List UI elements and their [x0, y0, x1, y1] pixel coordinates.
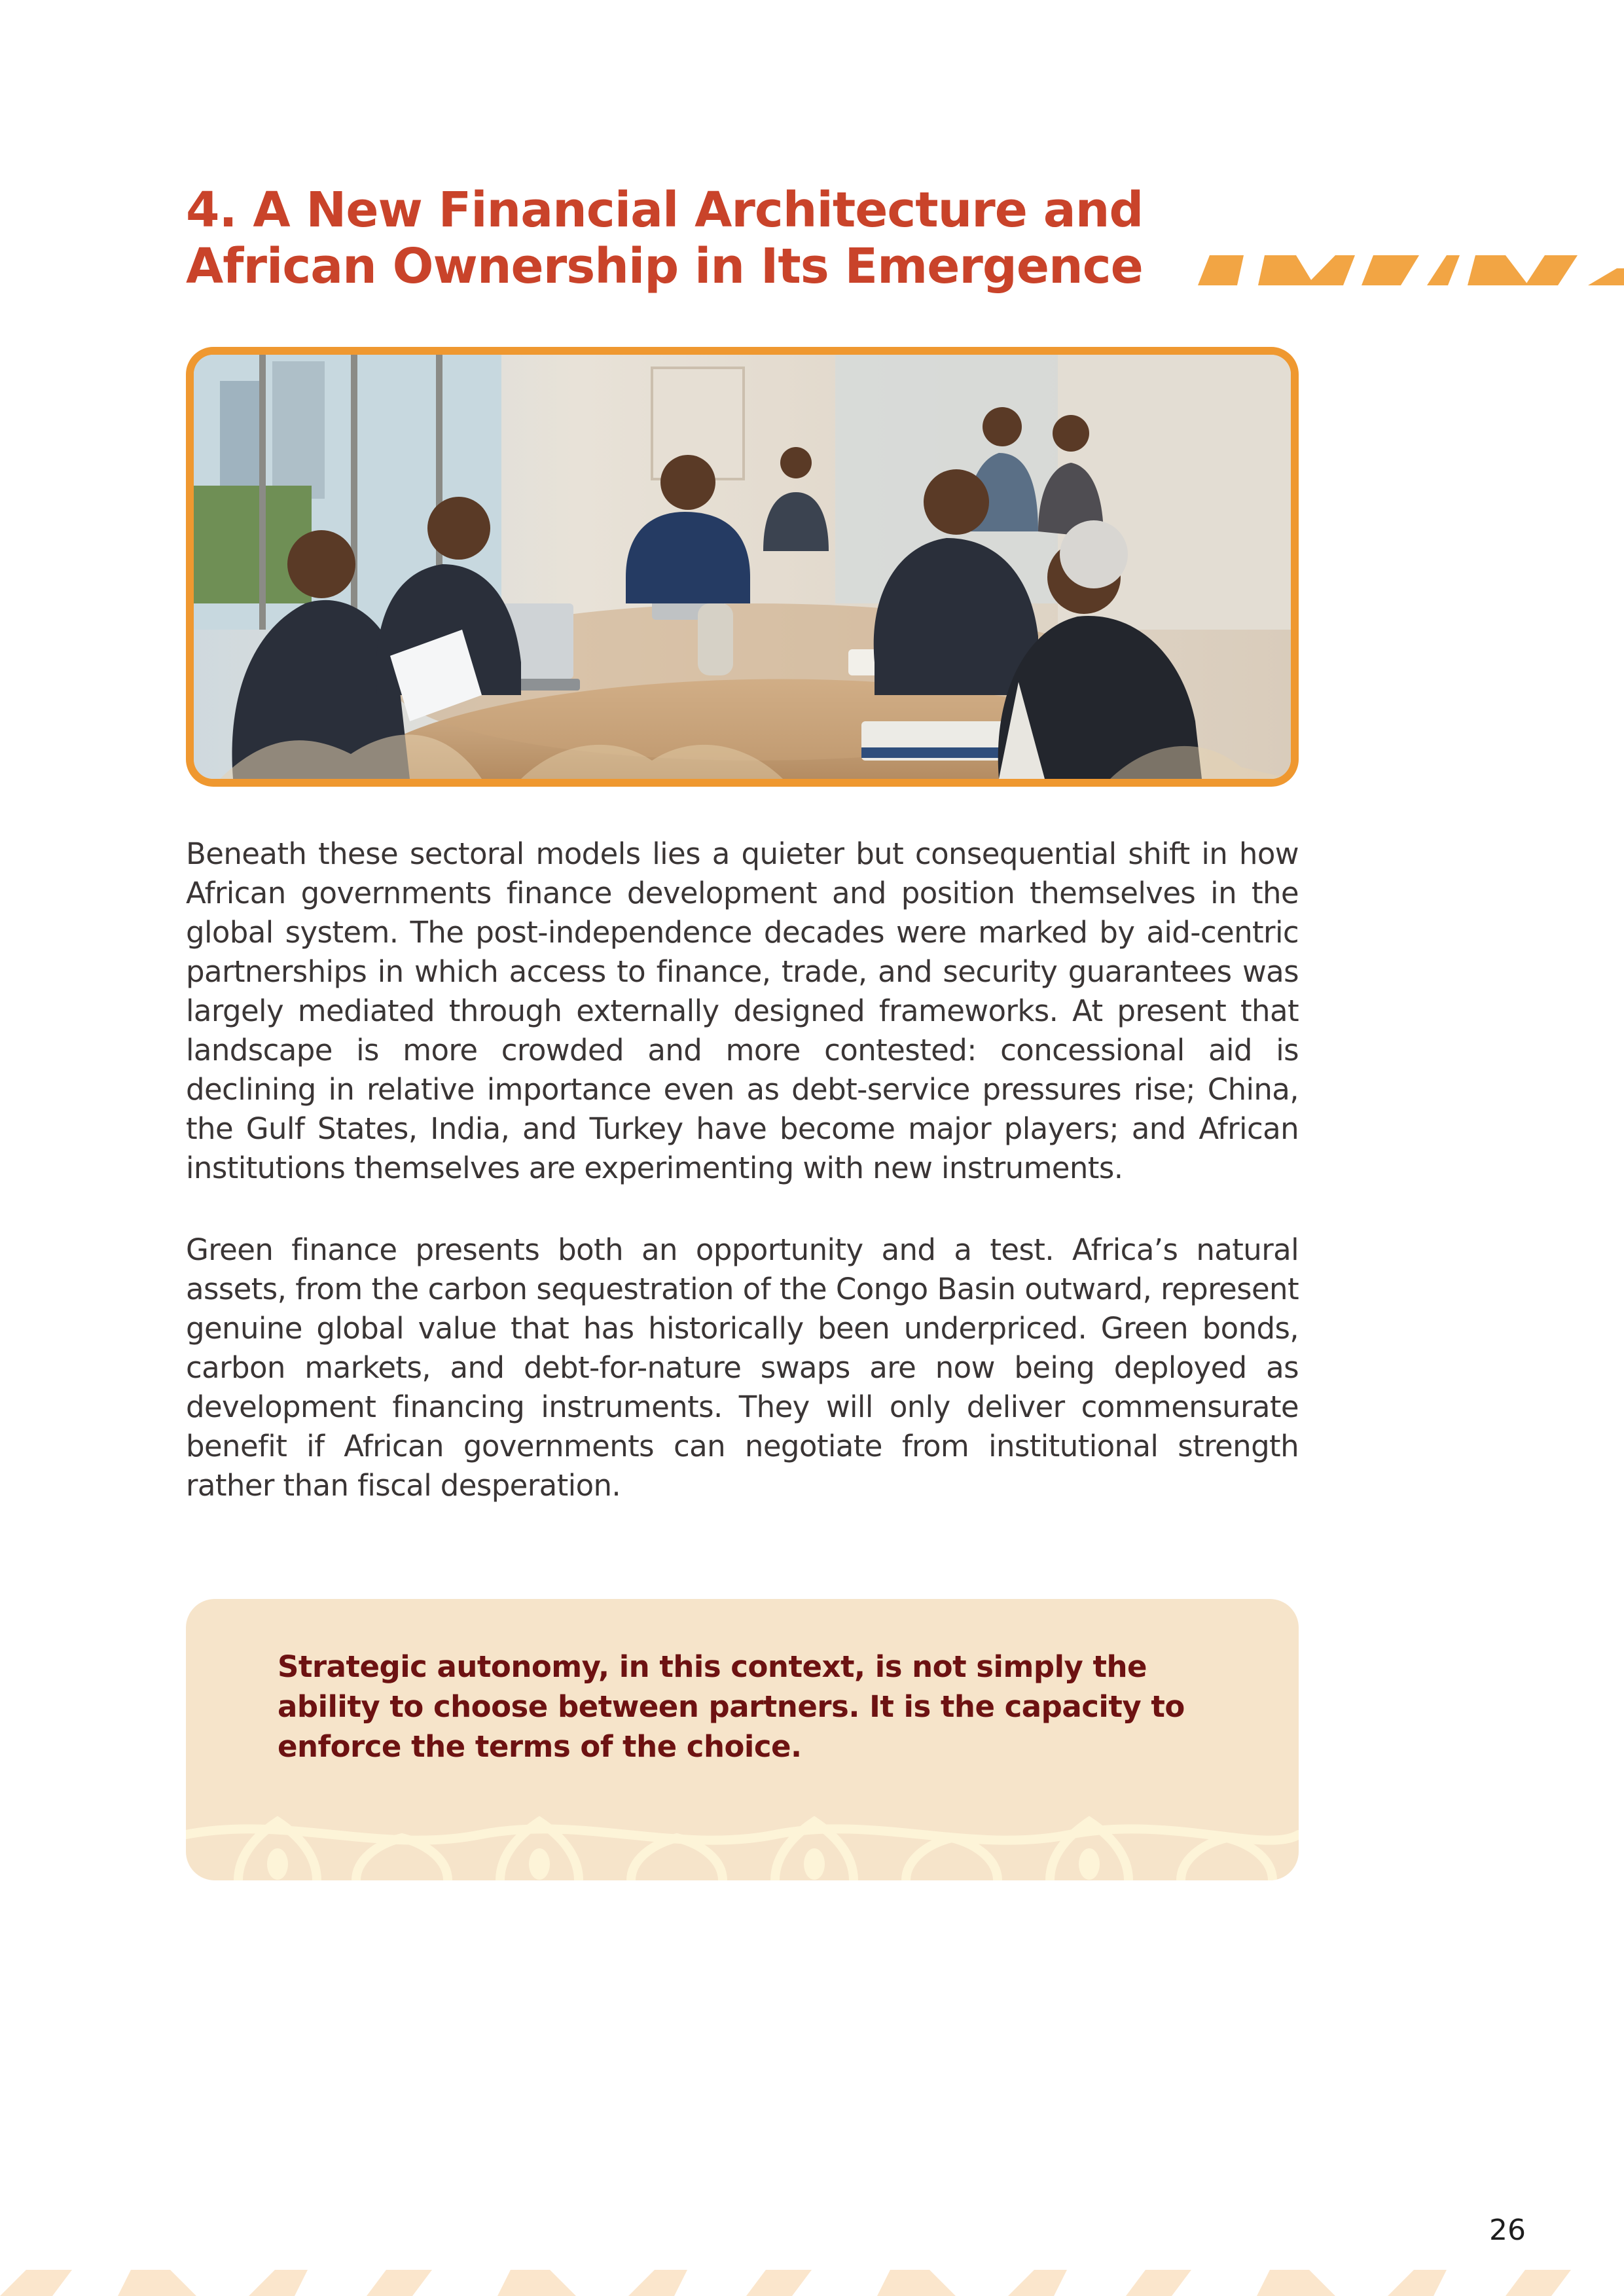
meeting-photo	[186, 347, 1299, 787]
decorative-pattern-icon	[186, 1808, 1299, 1880]
paragraph-2: Green finance presents both an opportunity and a test. Africa’s natural assets, from the carbon sequestration of the Congo Basin outward, represent genuine global value that has historically been underpriced. Green bonds, carbon markets, and debt-for-nature swaps are now being deployed as development financing instruments. They will only deliver commensurate benefit if African governments can negotiate from institutional strength rather than fiscal desperation.	[186, 1232, 1299, 1503]
pull-quote-text: Strategic autonomy, in this context, is not simply the ability to choose between partners. It is the capacity to enforce the terms of the choice.	[278, 1649, 1185, 1764]
decorative-zigzag-top	[1198, 255, 1624, 285]
decorative-zigzag-bottom	[0, 2263, 1624, 2296]
pull-quote-callout	[186, 1599, 1299, 1880]
paragraph-1: Beneath these sectoral models lies a quieter but consequential shift in how African governments finance development and position themselves in the global system. The post-independence decades were marked by aid-centric partnerships in which access to finance, trade, and security guarantees was largely mediated through externally designed frameworks. At present that landscape is more crowded and more contested: concessional aid is declining in relative importance even as debt-service pressures rise; China, the Gulf States, India, and Turkey have become major players; and African institutions themselves are experimenting with new instruments.	[186, 836, 1299, 1185]
page-number: 26	[1489, 2214, 1526, 2247]
section-heading-line-1: 4. A New Financial Architecture and	[186, 182, 1144, 238]
section-heading	[186, 182, 1168, 295]
meeting-photo-icon	[194, 355, 1291, 779]
section-heading-line-2: African Ownership in Its Emergence	[186, 238, 1143, 295]
